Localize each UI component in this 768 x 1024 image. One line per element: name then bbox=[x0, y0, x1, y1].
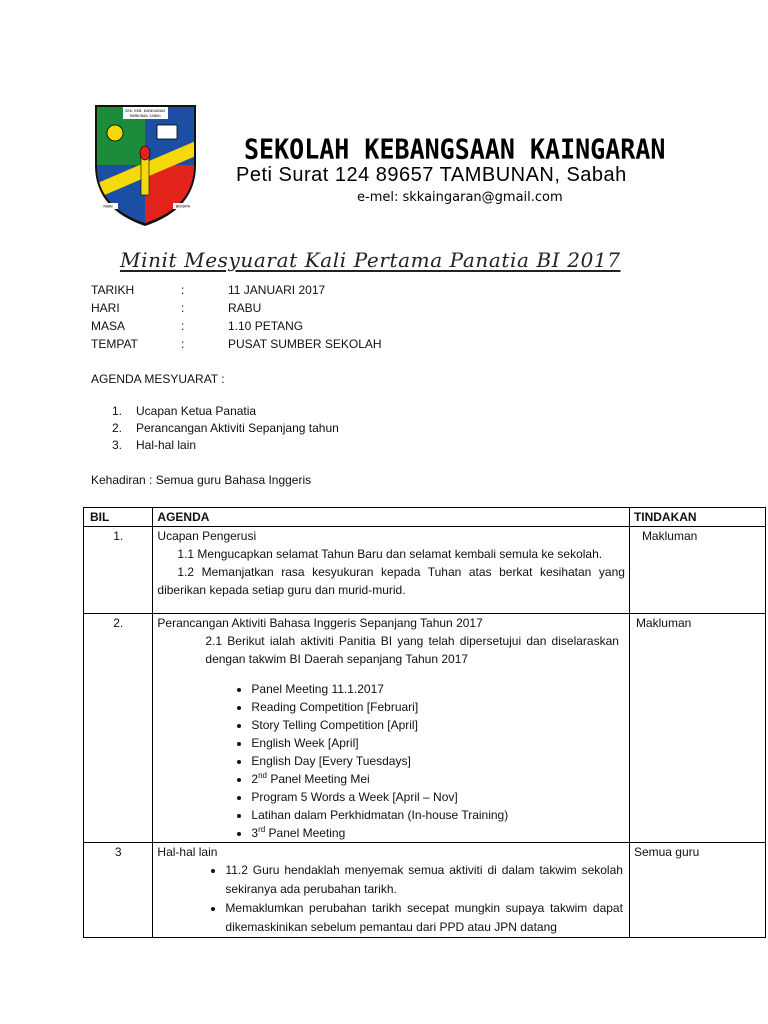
detail-key: TARIKH bbox=[91, 283, 135, 297]
note-item: • Memaklumkan perubahan tarikh secepat mungkin supaya takwim dapat dikemaskinikan sebelum pemantau dari PPD atau JPN datang bbox=[225, 899, 623, 937]
agenda-heading: AGENDA MESYUARAT : bbox=[91, 372, 225, 386]
row-action: Makluman bbox=[629, 614, 765, 843]
row-title: Ucapan Pengerusi bbox=[157, 529, 257, 543]
agenda-item-number: 3. bbox=[112, 438, 123, 452]
row-title: Perancangan Aktiviti Bahasa Inggeris Sepanjang Tahun 2017 bbox=[157, 616, 483, 630]
activity-ordinal-suffix: nd bbox=[258, 771, 267, 780]
agenda-item-number: 1. bbox=[112, 404, 123, 418]
notes-list bbox=[157, 861, 623, 937]
agenda-item bbox=[91, 437, 339, 454]
agenda-item bbox=[91, 403, 339, 420]
header-bil: BIL bbox=[84, 508, 153, 527]
school-address: Peti Surat 124 89657 TAMBUNAN, Sabah bbox=[236, 164, 627, 186]
table-header-row bbox=[84, 508, 766, 527]
activity-item: • English Day [Every Tuesdays] bbox=[251, 752, 625, 770]
row-paragraph bbox=[157, 563, 625, 599]
row-action: Semua guru bbox=[629, 843, 765, 938]
activity-item: • Reading Competition [Februari] bbox=[251, 698, 625, 716]
document-title: Minit Mesyuarat Kali Pertama Panatia BI 2017 bbox=[120, 248, 621, 272]
activity-ordinal-suffix: rd bbox=[258, 825, 266, 834]
school-name: SEKOLAH KEBANGSAAN KAINGARAN bbox=[244, 133, 666, 165]
agenda-item-number: 2. bbox=[112, 421, 123, 435]
note-item: • 11.2 Guru hendaklah menyemak semua aktiviti di dalam takwim sekolah sekiranya ada perubahan tarikh. bbox=[225, 861, 623, 899]
detail-key: HARI bbox=[91, 301, 120, 315]
header-tindakan: TINDAKAN bbox=[629, 508, 765, 527]
activity-item: • English Week [April] bbox=[251, 734, 625, 752]
svg-text:BERJAYA: BERJAYA bbox=[175, 204, 191, 209]
table-row bbox=[84, 527, 766, 614]
row-number: 1. bbox=[84, 527, 153, 614]
meeting-details bbox=[91, 281, 382, 353]
activity-item bbox=[251, 770, 625, 788]
activity-item: • Program 5 Words a Week [April – Nov] bbox=[251, 788, 625, 806]
row-paragraph: 2.1 Berikut ialah aktiviti Panitia BI yang telah dipersetujui dan diselaraskan dengan takwim BI Daerah sepanjang Tahun 2017 bbox=[205, 634, 619, 666]
row-paragraph-text: 1.2 Memanjatkan rasa kesyukuran kepada Tuhan atas berkat kesihatan yang diberikan kepada setiap guru dan murid-murid. bbox=[157, 565, 625, 597]
row-number: 3 bbox=[84, 843, 153, 938]
detail-value: 11 JANUARI 2017 bbox=[228, 283, 326, 297]
svg-text:RAJIN: RAJIN bbox=[103, 204, 113, 209]
row-agenda bbox=[153, 527, 630, 614]
detail-key: TEMPAT bbox=[91, 337, 138, 351]
row-action: Makluman bbox=[629, 527, 765, 614]
header-agenda: AGENDA bbox=[153, 508, 630, 527]
row-paragraph: 1.1 Mengucapkan selamat Tahun Baru dan selamat kembali semula ke sekolah. bbox=[177, 547, 603, 561]
table-row bbox=[84, 843, 766, 938]
row-agenda bbox=[153, 843, 630, 938]
row-agenda bbox=[153, 614, 630, 843]
agenda-list bbox=[91, 403, 339, 454]
detail-row-tarikh bbox=[91, 281, 382, 299]
detail-value: 1.10 PETANG bbox=[228, 319, 304, 333]
activity-text: Panel Meeting Mei bbox=[267, 772, 370, 786]
activity-ordinal: 2 bbox=[251, 772, 259, 786]
detail-sep: : bbox=[181, 283, 185, 297]
row-number: 2. bbox=[84, 614, 153, 843]
svg-text:TAMBUNAN, SABAH: TAMBUNAN, SABAH bbox=[129, 114, 161, 118]
table-row bbox=[84, 614, 766, 843]
detail-sep: : bbox=[181, 319, 185, 333]
logo-crest-text: SEK. KEB. KAINGARAN bbox=[125, 109, 165, 113]
detail-key: MASA bbox=[91, 319, 126, 333]
activity-list bbox=[157, 680, 625, 842]
agenda-item-text: Ucapan Ketua Panatia bbox=[136, 404, 257, 418]
agenda-item-text: Perancangan Aktiviti Sepanjang tahun bbox=[136, 421, 339, 435]
activity-item bbox=[251, 824, 625, 842]
activity-text: Panel Meeting bbox=[265, 826, 346, 840]
school-crest-logo bbox=[93, 95, 198, 227]
attendance-line: Kehadiran : Semua guru Bahasa Inggeris bbox=[91, 473, 312, 487]
detail-value: PUSAT SUMBER SEKOLAH bbox=[228, 337, 382, 351]
detail-value: RABU bbox=[228, 301, 262, 315]
row-title: Hal-hal lain bbox=[157, 845, 218, 859]
activity-item: • Panel Meeting 11.1.2017 bbox=[251, 680, 625, 698]
detail-row-tempat bbox=[91, 335, 382, 353]
activity-item: • Latihan dalam Perkhidmatan (In-house Training) bbox=[251, 806, 625, 824]
school-email: e-mel: skkaingaran@gmail.com bbox=[357, 190, 563, 205]
detail-row-hari bbox=[91, 299, 382, 317]
activity-ordinal: 3 bbox=[251, 826, 259, 840]
detail-row-masa bbox=[91, 317, 382, 335]
minutes-table bbox=[83, 507, 766, 938]
agenda-item bbox=[91, 420, 339, 437]
detail-sep: : bbox=[181, 301, 185, 315]
agenda-item-text: Hal-hal lain bbox=[136, 438, 197, 452]
activity-item: • Story Telling Competition [April] bbox=[251, 716, 625, 734]
detail-sep: : bbox=[181, 337, 185, 351]
